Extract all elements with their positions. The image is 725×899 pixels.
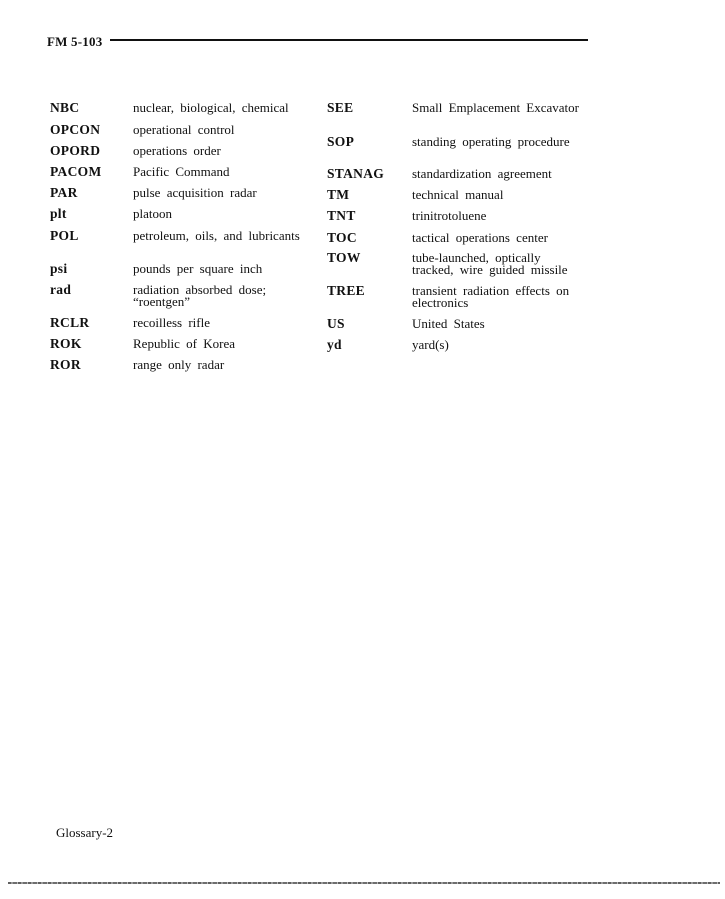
glossary-definition: pulse acquisition radar	[133, 185, 257, 200]
glossary-term: SEE	[327, 100, 354, 115]
glossary-definition: nuclear, biological, chemical	[133, 100, 289, 115]
glossary-term: psi	[50, 261, 68, 276]
glossary-term: TOW	[327, 250, 361, 265]
glossary-definition: trinitrotoluene	[412, 208, 487, 223]
glossary-term: plt	[50, 206, 67, 221]
glossary-term: PAR	[50, 185, 78, 200]
glossary-term: ROK	[50, 336, 82, 351]
glossary-term: SOP	[327, 134, 355, 149]
glossary-definition: range only radar	[133, 357, 225, 372]
glossary-term: PACOM	[50, 164, 102, 179]
glossary-definition: operational control	[133, 122, 235, 137]
glossary-definition: Republic of Korea	[133, 336, 236, 351]
glossary-definition: yard(s)	[412, 337, 449, 352]
glossary-definition: technical manual	[412, 187, 504, 202]
glossary-term: TM	[327, 187, 350, 202]
glossary-definition: Small Emplacement Excavator	[412, 100, 579, 115]
glossary-definition: standing operating procedure	[412, 134, 570, 149]
glossary-term: TREE	[327, 283, 365, 298]
glossary-definition: Pacific Command	[133, 164, 230, 179]
glossary-term: TOC	[327, 230, 357, 245]
glossary-definition: recoilless rifle	[133, 315, 210, 330]
glossary-definition: standardization agreement	[412, 166, 552, 181]
scan-edge-line	[8, 882, 720, 884]
glossary-term: RCLR	[50, 315, 90, 330]
glossary-term: yd	[327, 337, 342, 352]
glossary-term: ROR	[50, 357, 81, 372]
glossary-definition: pounds per square inch	[133, 261, 263, 276]
glossary-definition: United States	[412, 316, 485, 331]
glossary-term: STANAG	[327, 166, 385, 181]
header-rule	[110, 39, 588, 41]
glossary-term: OPORD	[50, 143, 101, 158]
glossary-term: POL	[50, 228, 79, 243]
glossary-definition: tube-launched, optically tracked, wire guided missile	[412, 250, 568, 277]
glossary-term: TNT	[327, 208, 356, 223]
glossary-definition: radiation absorbed dose; “roentgen”	[133, 282, 267, 309]
glossary-term: NBC	[50, 100, 80, 115]
page-footer: Glossary-2	[56, 825, 114, 840]
glossary-term: OPCON	[50, 122, 101, 137]
glossary-definition: platoon	[133, 206, 172, 221]
glossary-term: rad	[50, 282, 72, 297]
glossary-definition: tactical operations center	[412, 230, 548, 245]
glossary-term: US	[327, 316, 345, 331]
page-header: FM 5-103	[47, 34, 103, 49]
glossary-definition: petroleum, oils, and lubricants	[133, 228, 300, 243]
glossary-definition: operations order	[133, 143, 221, 158]
glossary-definition: transient radiation effects on electronics	[412, 283, 570, 310]
